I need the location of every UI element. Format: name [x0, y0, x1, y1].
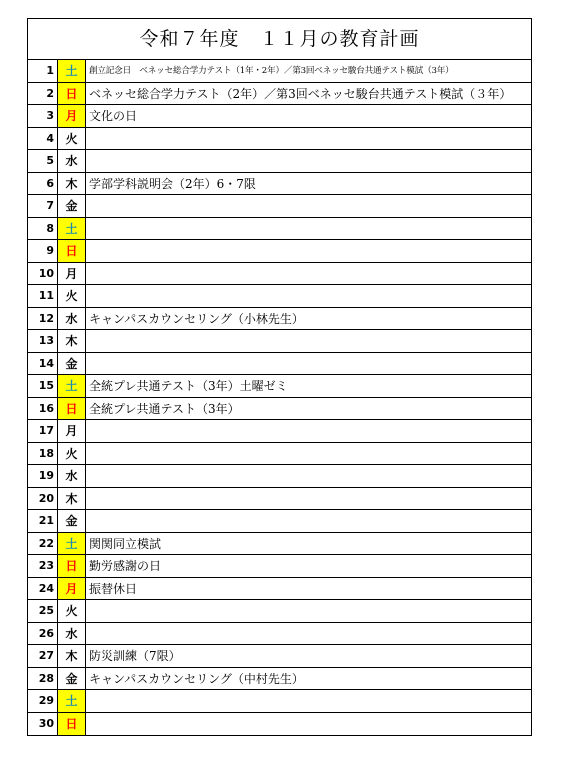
day-of-week: 日 [58, 240, 86, 262]
day-number: 27 [28, 645, 58, 667]
schedule-row [28, 128, 531, 151]
schedule-row [28, 83, 531, 106]
schedule-row [28, 533, 531, 556]
day-of-week: 火 [58, 128, 86, 150]
event-text [86, 600, 531, 622]
day-number: 26 [28, 623, 58, 645]
schedule-row [28, 555, 531, 578]
schedule-row [28, 173, 531, 196]
schedule-row [28, 623, 531, 646]
event-text: 勤労感謝の日 [89, 559, 162, 573]
day-number: 25 [28, 600, 58, 622]
day-number: 16 [28, 398, 58, 420]
event-text: ベネッセ総合学力テスト（2年）／第3回ベネッセ駿台共通テスト模試（３年） [89, 86, 512, 101]
event-text [86, 263, 531, 285]
schedule-row [28, 578, 531, 601]
schedule-row [28, 308, 531, 331]
day-of-week: 月 [58, 263, 86, 285]
day-number: 23 [28, 555, 58, 577]
day-of-week: 水 [58, 623, 86, 645]
event-text [86, 488, 531, 510]
event-text [86, 150, 531, 172]
schedule-row [28, 690, 531, 713]
schedule-row [28, 420, 531, 443]
event-text: キャンパスカウンセリング（小林先生） [89, 311, 304, 326]
day-of-week: 木 [58, 173, 86, 195]
day-of-week: 日 [58, 83, 86, 105]
day-number: 4 [28, 128, 58, 150]
event-text [86, 465, 531, 487]
schedule-row [28, 150, 531, 173]
day-of-week: 水 [58, 465, 86, 487]
schedule-sheet [27, 18, 532, 736]
event-text [86, 240, 531, 262]
event-text: 防災訓練（7限） [89, 649, 181, 663]
day-number: 19 [28, 465, 58, 487]
schedule-row [28, 105, 531, 128]
event-text: 学部学科説明会（2年）6・7限 [89, 176, 256, 191]
day-of-week: 日 [58, 713, 86, 736]
event-text: 全統プレ共通テスト（3年）土曜ゼミ [89, 379, 288, 393]
schedule-row [28, 488, 531, 511]
schedule-row [28, 443, 531, 466]
event-text [86, 218, 531, 240]
day-number: 17 [28, 420, 58, 442]
day-number: 15 [28, 375, 58, 397]
schedule-row [28, 218, 531, 241]
day-number: 10 [28, 263, 58, 285]
day-number: 6 [28, 173, 58, 195]
day-of-week: 金 [58, 668, 86, 690]
day-of-week: 火 [58, 600, 86, 622]
day-number: 18 [28, 443, 58, 465]
day-of-week: 土 [58, 218, 86, 240]
event-text: 全統プレ共通テスト（3年） [89, 401, 240, 416]
day-number: 29 [28, 690, 58, 712]
event-text [86, 195, 531, 217]
schedule-row [28, 465, 531, 488]
day-number: 20 [28, 488, 58, 510]
schedule-row [28, 510, 531, 533]
day-of-week: 土 [58, 533, 86, 555]
event-text [86, 420, 531, 442]
event-text [86, 443, 531, 465]
day-of-week: 金 [58, 510, 86, 532]
day-of-week: 木 [58, 645, 86, 667]
schedule-row [28, 263, 531, 286]
event-text [86, 713, 531, 736]
event-text [86, 330, 531, 352]
schedule-row [28, 240, 531, 263]
event-text: 創立記念日 ベネッセ総合学力テスト（1年・2年）／第3回ベネッセ駿台共通テスト模試（3年） [89, 66, 454, 76]
schedule-row [28, 668, 531, 691]
day-of-week: 日 [58, 398, 86, 420]
event-text [86, 510, 531, 532]
day-of-week: 水 [58, 308, 86, 330]
day-number: 21 [28, 510, 58, 532]
day-of-week: 月 [58, 420, 86, 442]
day-of-week: 月 [58, 578, 86, 600]
day-number: 28 [28, 668, 58, 690]
event-text [86, 128, 531, 150]
day-number: 30 [28, 713, 58, 736]
day-of-week: 水 [58, 150, 86, 172]
event-text [86, 285, 531, 307]
schedule-row [28, 330, 531, 353]
day-number: 1 [28, 60, 58, 82]
schedule-row [28, 713, 531, 736]
event-text [86, 690, 531, 712]
day-of-week: 土 [58, 690, 86, 712]
day-of-week: 木 [58, 330, 86, 352]
schedule-row [28, 285, 531, 308]
event-text [86, 353, 531, 375]
day-number: 11 [28, 285, 58, 307]
day-of-week: 日 [58, 555, 86, 577]
day-of-week: 月 [58, 105, 86, 127]
day-of-week: 土 [58, 375, 86, 397]
schedule-row [28, 353, 531, 376]
schedule-row [28, 60, 531, 83]
day-number: 13 [28, 330, 58, 352]
schedule-rows [28, 60, 531, 735]
page-title: 令和７年度 １１月の教育計画 [28, 19, 531, 60]
day-of-week: 金 [58, 195, 86, 217]
day-number: 14 [28, 353, 58, 375]
day-number: 12 [28, 308, 58, 330]
schedule-row [28, 600, 531, 623]
event-text: 振替休日 [89, 581, 138, 596]
event-text: キャンパスカウンセリング（中村先生） [89, 671, 304, 686]
day-number: 7 [28, 195, 58, 217]
day-of-week: 火 [58, 285, 86, 307]
schedule-row [28, 398, 531, 421]
day-number: 22 [28, 533, 58, 555]
day-number: 3 [28, 105, 58, 127]
day-number: 24 [28, 578, 58, 600]
schedule-row [28, 645, 531, 668]
day-number: 9 [28, 240, 58, 262]
day-number: 5 [28, 150, 58, 172]
event-text: 関関同立模試 [89, 536, 162, 551]
day-of-week: 木 [58, 488, 86, 510]
event-text [86, 623, 531, 645]
day-of-week: 火 [58, 443, 86, 465]
day-number: 8 [28, 218, 58, 240]
event-text: 文化の日 [89, 109, 138, 123]
day-of-week: 土 [58, 60, 86, 82]
schedule-row [28, 375, 531, 398]
schedule-row [28, 195, 531, 218]
day-number: 2 [28, 83, 58, 105]
day-of-week: 金 [58, 353, 86, 375]
